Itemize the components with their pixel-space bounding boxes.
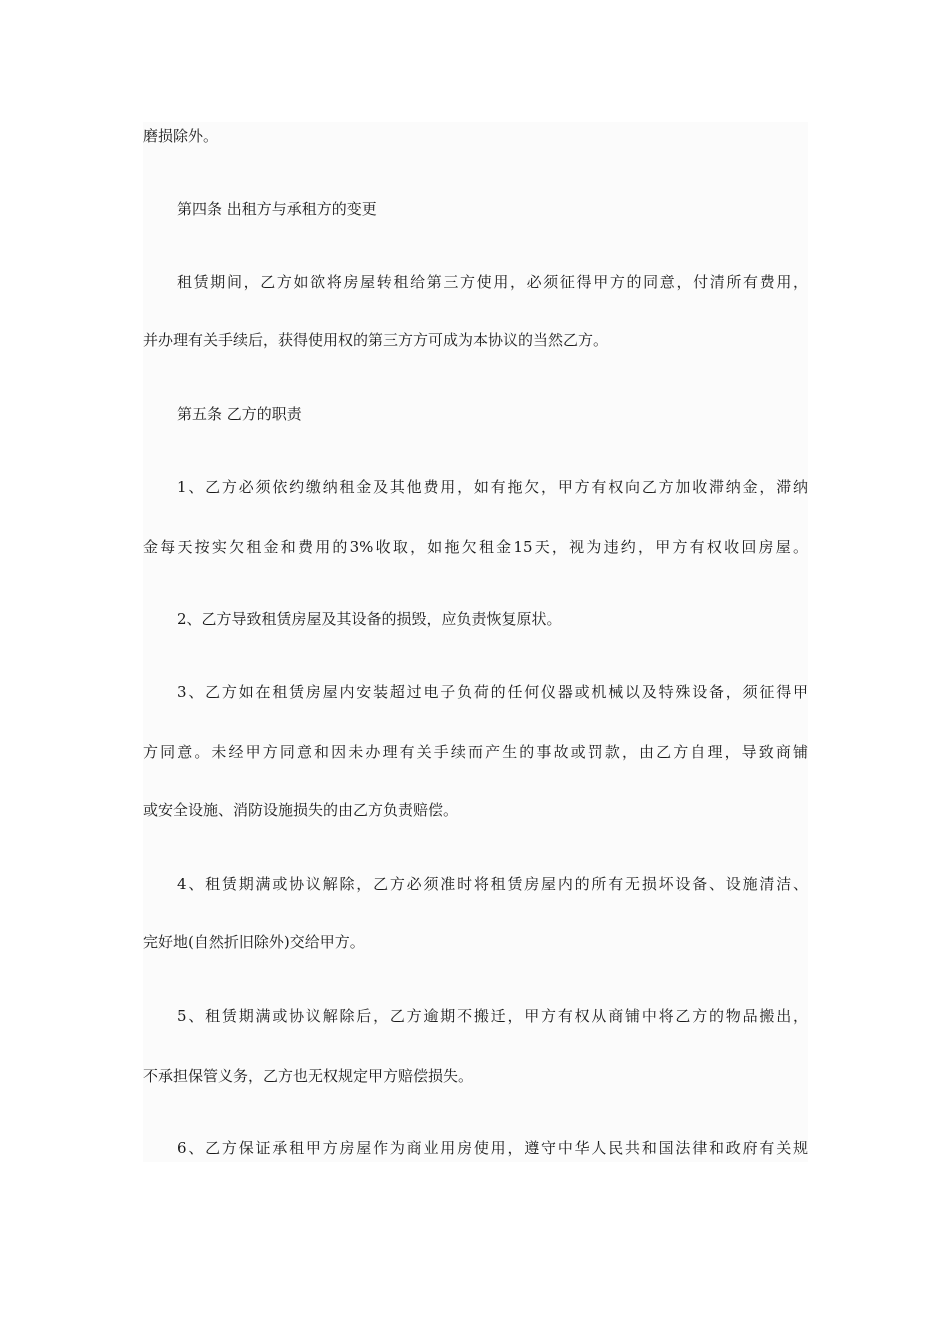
article-5-heading: 第五条 乙方的职责 [177,405,302,423]
clause-4-line-2: 完好地(自然折旧除外)交给甲方。 [143,933,365,951]
article-4-heading: 第四条 出租方与承租方的变更 [177,200,377,218]
clause-4-line-1: 4、租赁期满或协议解除，乙方必须准时将租赁房屋内的所有无损坏设备、设施清洁、 [177,875,808,893]
clause-1-line-2: 金每天按实欠租金和费用的3%收取，如拖欠租金15天，视为违约，甲方有权收回房屋。 [143,538,808,556]
text-line-sublease-2: 并办理有关手续后，获得使用权的第三方方可成为本协议的当然乙方。 [143,331,609,349]
clause-1-line-1: 1、乙方必须依约缴纳租金及其他费用，如有拖欠，甲方有权向乙方加收滞纳金，滞纳 [177,478,808,496]
clause-6-line-1: 6、乙方保证承租甲方房屋作为商业用房使用，遵守中华人民共和国法律和政府有关规 [177,1139,808,1157]
clause-2-line-1: 2、乙方导致租赁房屋及其设备的损毁，应负责恢复原状。 [177,610,562,628]
clause-3-line-2: 方同意。未经甲方同意和因未办理有关手续而产生的事故或罚款，由乙方自理，导致商铺 [143,743,808,761]
text-line-wear-exception: 磨损除外。 [143,127,219,145]
text-line-sublease-1: 租赁期间，乙方如欲将房屋转租给第三方使用，必须征得甲方的同意，付清所有费用， [177,273,808,291]
clause-3-line-3: 或安全设施、消防设施损失的由乙方负责赔偿。 [143,801,459,819]
clause-3-line-1: 3、乙方如在租赁房屋内安装超过电子负荷的任何仪器或机械以及特殊设备，须征得甲 [177,683,808,701]
document-body [143,122,808,1162]
clause-5-line-1: 5、租赁期满或协议解除后，乙方逾期不搬迁，甲方有权从商铺中将乙方的物品搬出， [177,1007,808,1025]
clause-5-line-2: 不承担保管义务，乙方也无权规定甲方赔偿损失。 [143,1067,474,1085]
